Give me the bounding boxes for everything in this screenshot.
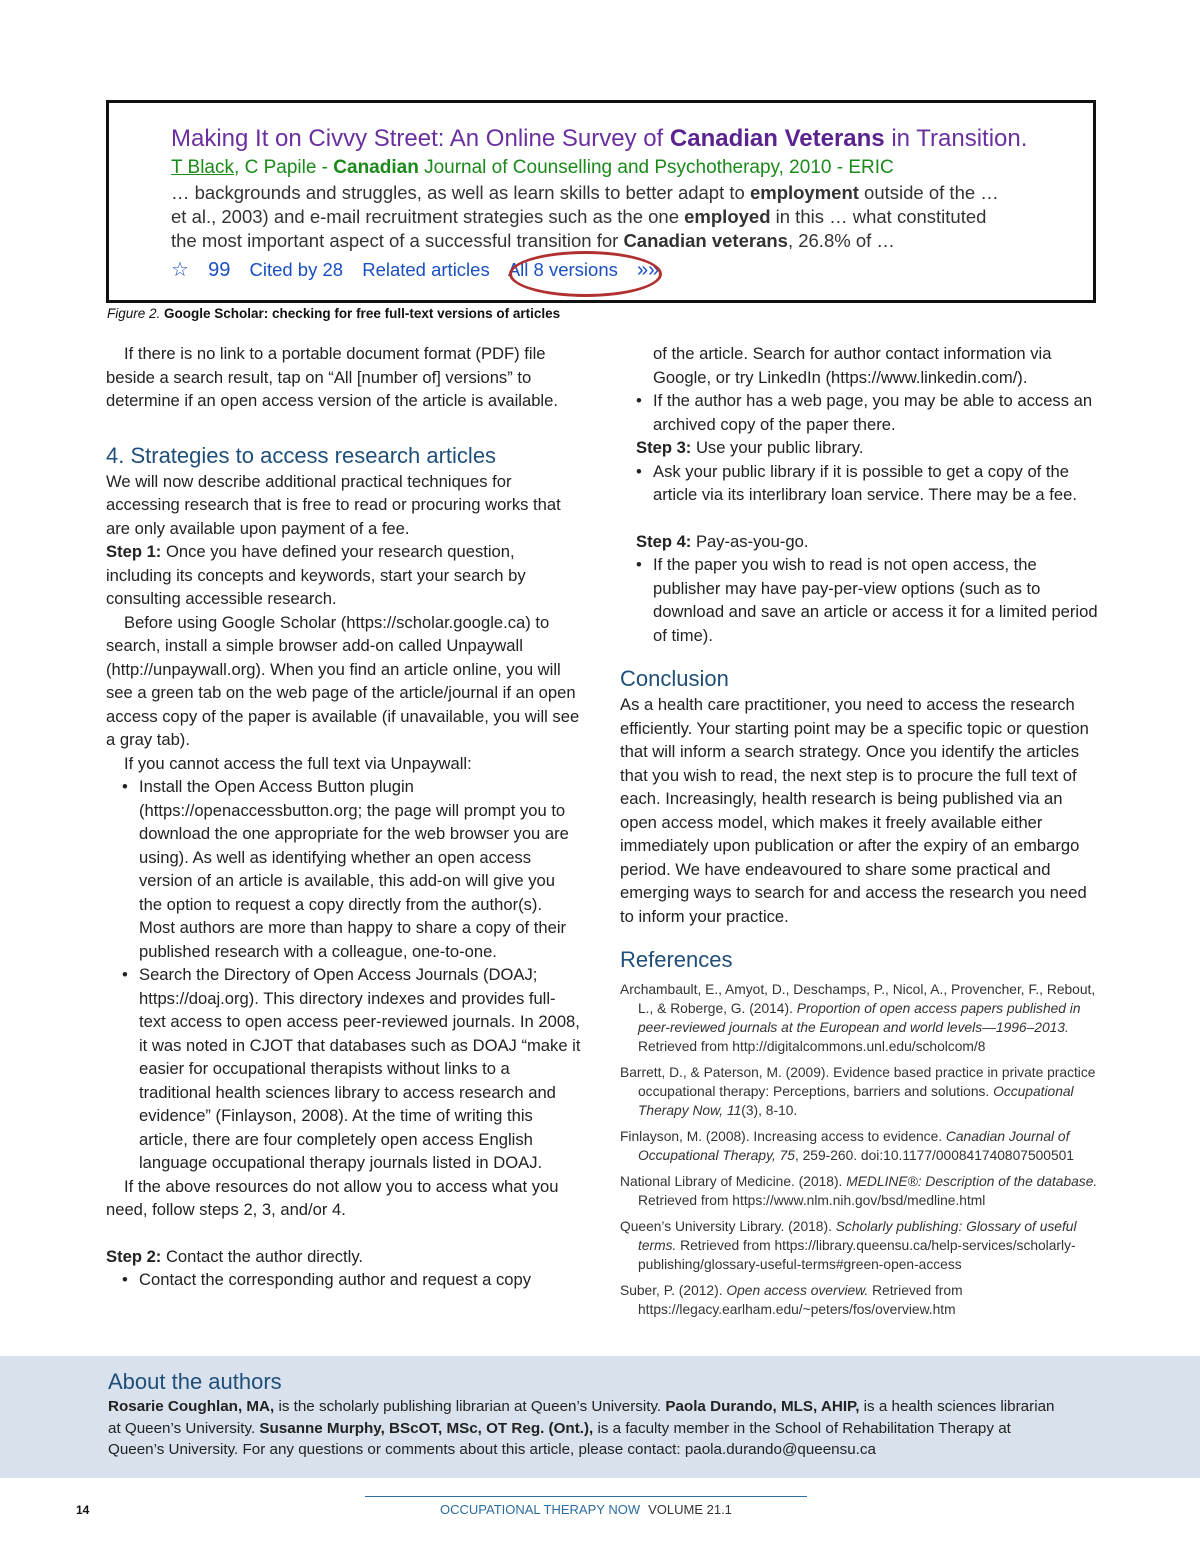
author-desc: is a health sciences librarian at Queen’s University.: [108, 1398, 1055, 1437]
ref-text: Finlayson, M. (2008). Increasing access to evidence.: [620, 1129, 946, 1144]
step-label: Step 3:: [636, 438, 692, 457]
author-name: Rosarie Coughlan, MA,: [108, 1398, 275, 1415]
step-3: [620, 436, 1100, 460]
step-text: Contact the author directly.: [161, 1246, 364, 1266]
highlight-circle: [509, 251, 662, 297]
reference-item: [620, 1281, 1100, 1319]
paragraph: If you cannot access the full text via Unpaywall:: [124, 753, 472, 773]
bullet-list: [620, 389, 1100, 436]
caption-label: Figure 2.: [107, 306, 161, 321]
conclusion-paragraph: As a health care practitioner, you need to access the research efficiently. Your starting point may be a specific topic or question that will inform a search strategy. Once you identify the articles that you wish to read, the next step is to procure the full text of each. Increasingly, health research is being published via an open access model, which makes it freely available either immediately upon publication or after the expiry of an embargo period. We have endeavoured to share some practical and emerging ways to search for and access the research you need to inform your practice.: [620, 695, 1089, 926]
step-1: [106, 540, 581, 611]
footer-rule: [365, 1496, 807, 1497]
bullet-list: [106, 1268, 581, 1292]
paragraph: If there is no link to a portable document format (PDF) file beside a search result, tap on “All [number of] versions” to determine if an open access version of the article is available.: [106, 344, 558, 410]
ref-text: (3), 8-10.: [741, 1103, 798, 1118]
author-link[interactable]: T Black: [171, 157, 235, 178]
ref-text: Retrieved from https://legacy.earlham.edu/~peters/fos/overview.htm: [638, 1283, 963, 1317]
ref-text: Suber, P. (2012).: [620, 1283, 727, 1298]
journal-bold: Canadian: [333, 157, 419, 178]
list-item: • Install the Open Access Button plugin (https://openaccessbutton.org; the page will prompt you to download the one appropriate for the web browser you are using). As well as identifying whether an open access version of an article is available, this add-on will give you the option to request a copy directly from the author(s). Most authors are more than happy to share a copy of their published research with a colleague, one-to-one.: [106, 775, 581, 963]
volume-label: VOLUME 21.1: [648, 1502, 732, 1517]
ref-text: Barrett, D., & Paterson, M. (2009). Evidence based practice in private practice occupational therapy: Perceptions, barriers and solutions.: [620, 1065, 1096, 1099]
title-part: in Transition.: [884, 125, 1028, 152]
about-body: [108, 1396, 1068, 1461]
snippet-bold: Canadian veterans: [623, 230, 788, 251]
step-label: Step 2:: [106, 1246, 162, 1266]
about-authors-box: [0, 1356, 1200, 1478]
caption-text: Google Scholar: checking for free full-text versions of articles: [160, 306, 561, 321]
result-authors: [171, 155, 1071, 181]
step-text: Once you have defined your research question, including its concepts and keywords, start your search by consulting accessible research.: [106, 542, 526, 608]
bullet-list: [620, 553, 1100, 647]
snippet-text: in this … what constituted: [770, 206, 987, 227]
snippet-bold: employed: [684, 206, 771, 227]
list-item: • If the paper you wish to read is not open access, the publisher may have pay-per-view options (such as to download and save an article or access it for a limited period of time).: [620, 553, 1100, 647]
author-name: Paola Durando, MLS, AHIP,: [665, 1398, 860, 1415]
result-snippet: [171, 181, 1071, 253]
footer-journal: [440, 1502, 732, 1517]
authors-text: , C Papile -: [234, 157, 334, 178]
result-title[interactable]: [171, 123, 1071, 155]
step-2: [106, 1245, 581, 1269]
title-part: Making It on Civvy Street: An Online Survey of: [171, 125, 670, 152]
ref-title: Canadian Journal of Occupational Therapy, 75: [638, 1129, 1070, 1163]
more-icon[interactable]: »»: [637, 259, 660, 281]
list-item: • If the author has a web page, you may be able to access an archived copy of the paper there.: [620, 389, 1100, 436]
list-item: • Search the Directory of Open Access Journals (DOAJ; https://doaj.org). This directory indexes and provides full-text access to open access peer-reviewed journals. In 2008, it was noted in CJOT that databases such as DOAJ “make it easier for occupational therapists without links to a traditional health sciences library to access research and evidence” (Finlayson, 2008). At the time of writing this article, there are four completely open access English language occupational therapy journals listed in DOAJ.: [106, 963, 581, 1175]
journal-text: Journal of Counselling and Psychotherapy, 2010 - ERIC: [418, 157, 894, 178]
step-text: Pay-as-you-go.: [691, 531, 809, 551]
ref-text: Archambault, E., Amyot, D., Deschamps, P., Nicol, A., Provencher, F., Rebout, L., & Roberge, G. (2014).: [620, 982, 1096, 1016]
snippet-text: , 26.8% of …: [787, 230, 895, 251]
ref-text: National Library of Medicine. (2018).: [620, 1174, 847, 1189]
journal-name: OCCUPATIONAL THERAPY NOW: [440, 1502, 641, 1517]
author-desc: is a faculty member in the School of Rehabilitation Therapy at Queen’s University. For any questions or comments about this article, please contact: paola.durando@queensu.ca: [108, 1419, 1011, 1458]
snippet-text: the most important aspect of a successful transition for: [171, 230, 624, 251]
ref-text: Retrieved from https://library.queensu.ca/help-services/scholarly-publishing/glossary-useful-terms#green-open-access: [638, 1238, 1076, 1272]
ref-text: , 259-260. doi:10.1177/000841740807500501: [794, 1148, 1074, 1163]
snippet-text: outside of the …: [858, 182, 999, 203]
quote-icon[interactable]: 99: [208, 259, 231, 281]
reference-item: [620, 1172, 1100, 1210]
reference-item: [620, 1127, 1100, 1165]
paragraph: If the above resources do not allow you to access what you need, follow steps 2, 3, and/or 4.: [106, 1176, 559, 1219]
snippet-text: et al., 2003) and e-mail recruitment strategies such as the one: [171, 206, 685, 227]
bullet-list: [106, 775, 581, 1175]
step-4: [620, 530, 1100, 554]
snippet-text: … backgrounds and struggles, as well as learn skills to better adapt to: [171, 182, 750, 203]
title-part-bold: Canadian Veterans: [669, 125, 885, 152]
list-item: • Contact the corresponding author and request a copy: [106, 1268, 581, 1292]
ref-text: Retrieved from http://digitalcommons.unl.edu/scholcom/8: [638, 1039, 986, 1054]
related-articles-link[interactable]: Related articles: [362, 259, 490, 280]
reference-list: [620, 980, 1100, 1319]
figure-caption: [107, 306, 560, 321]
about-title: About the authors: [108, 1369, 282, 1394]
heading-conclusion: Conclusion: [620, 666, 729, 691]
step-text: Use your public library.: [691, 438, 864, 457]
reference-item: [620, 1217, 1100, 1274]
figure-screenshot: [106, 100, 1096, 303]
cited-by-link[interactable]: Cited by 28: [249, 259, 344, 280]
ref-title: Occupational Therapy Now, 11: [638, 1084, 1074, 1118]
ref-title: Open access overview.: [726, 1283, 869, 1298]
paragraph: We will now describe additional practical techniques for accessing research that is free to read or procuring works that are only available upon payment of a fee.: [106, 471, 561, 538]
bullet-list: [620, 460, 1100, 507]
star-icon[interactable]: ☆: [171, 259, 189, 281]
step-label: Step 4:: [636, 531, 692, 551]
snippet-bold: employment: [749, 182, 859, 203]
heading-references: References: [620, 947, 733, 972]
ref-text: Queen’s University Library. (2018).: [620, 1219, 836, 1234]
heading-strategies: 4. Strategies to access research articles: [106, 442, 497, 468]
page-number: 14: [76, 1503, 90, 1517]
all-versions-link[interactable]: All 8 versions: [507, 259, 618, 280]
ref-title: MEDLINE®: Description of the database.: [846, 1174, 1098, 1189]
list-item: • Ask your public library if it is possible to get a copy of the article via its interlibrary loan service. There may be a fee.: [620, 460, 1100, 507]
list-item-continued: of the article. Search for author contact information via Google, or try LinkedIn (https://www.linkedin.com/).: [653, 344, 1052, 387]
paragraph: Before using Google Scholar (https://scholar.google.ca) to search, install a simple browser add-on called Unpaywall (http://unpaywall.org). When you find an article online, you will see a green tab on the web page of the article/journal if an open access copy of the paper is available (if unavailable, you will see a gray tab).: [106, 612, 580, 749]
ref-text: Retrieved from https://www.nlm.nih.gov/bsd/medline.html: [638, 1193, 986, 1208]
reference-item: [620, 1063, 1100, 1120]
right-column: [620, 342, 1100, 1326]
step-label: Step 1:: [106, 542, 162, 561]
ref-title: Proportion of open access papers published in peer-reviewed journals at the European and world levels—1996–2013.: [638, 1001, 1081, 1035]
author-desc: is the scholarly publishing librarian at Queen’s University.: [274, 1398, 666, 1415]
author-name: Susanne Murphy, BScOT, MSc, OT Reg. (Ont.),: [259, 1419, 594, 1437]
ref-title: Scholarly publishing: Glossary of useful terms.: [638, 1219, 1077, 1253]
left-column: [106, 342, 581, 1292]
reference-item: [620, 980, 1100, 1056]
